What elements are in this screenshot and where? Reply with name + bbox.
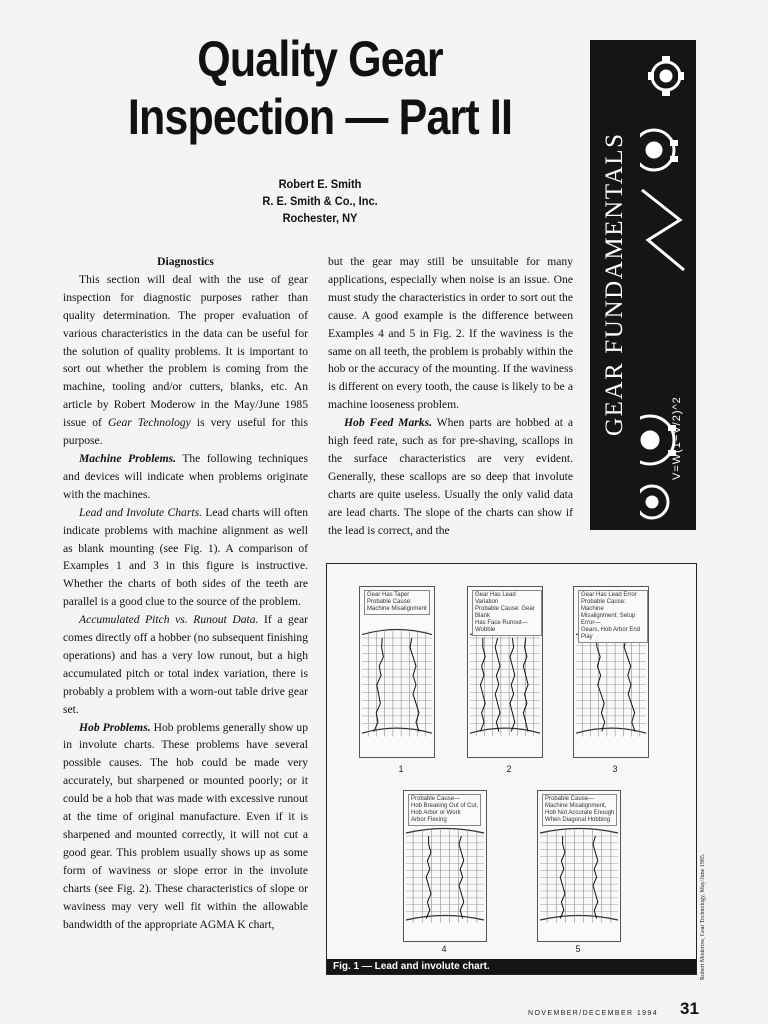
- gear-illustration-icon: [640, 40, 696, 530]
- title-line-2: Inspection — Part II: [127, 89, 513, 145]
- title-line-1: Quality Gear: [197, 31, 443, 87]
- chart-number: 1: [398, 764, 404, 774]
- paragraph: Machine Problems. The following techniques and devices will indicate when problems originate with the machines.: [63, 451, 308, 501]
- banner-formula: V=W(1−V/2)^2: [671, 396, 683, 480]
- issue-date: NOVEMBER/DECEMBER 1994: [528, 1010, 658, 1017]
- chart-label: Probable Cause— Hob Breaking Out of Cut, Hob Arbor or Work Arbor Flexing: [408, 794, 481, 826]
- chart-number: 4: [441, 944, 447, 954]
- chart-number: 5: [575, 944, 581, 954]
- author-block: [170, 176, 470, 227]
- paragraph: but the gear may still be unsuitable for many applications, especially when noise is an issue. One must study the characteristics in order to sort out the cause. A good example is the difference between Examples 4 and 5 in Fig. 2. If the waviness is the same on all teeth, the problem is probably within the hob or the accuracy of the mounting. If the waviness is different on every tooth, the cause is likely to be a machine looseness problem.: [328, 255, 573, 412]
- lead-chart-1: [359, 586, 435, 758]
- paragraph: This section will deal with the use of gear inspection for diagnostic purposes rather than quality determination. The proper evaluation of various characteristics in the data can be useful for the solution of quality problems. It is important to sort out whether the problem is coming from the machine, tooling and/or cutters, blanks, etc. An article by Robert Moderow in the May/June 1985 issue of Gear Technology is very useful for this purpose.: [63, 272, 308, 448]
- chart-label: Probable Cause— Machine Misalignment, Hob Not Accurate Enough When Diagonal Hobbing: [542, 794, 617, 826]
- paragraph: Accumulated Pitch vs. Runout Data. If a gear comes directly off a hobber (no subsequent finishing operations) and has a very low runout, but a high accumulated pitch or total index variation, there is probably a problem with a worn-out table drive gear set.: [63, 613, 309, 716]
- banner-title: GEAR FUNDAMENTALS: [601, 132, 628, 436]
- chart-number: 3: [612, 764, 618, 774]
- paragraph: Hob Feed Marks. When parts are hobbed at a high feed rate, such as for pre-shaving, scallops in the surface characteristics are very evident. Generally, these scallops are so deep that involute charts are quite useless. Usually the only valid data are lead charts. The slope of the charts can show if the lead is correct, and the: [328, 416, 573, 537]
- figure-credit: Robert Moderow, Gear Technology, May/June 1985.: [700, 853, 706, 980]
- lead-chart-5: [537, 790, 621, 942]
- paragraph: Hob Problems. Hob problems generally show up in involute charts. These problems have several possible causes. The hob could be made very accurately, but sharpened or mounted poorly; or it could be a hob that was made with excessive runout at the time of original manufacture. Even if it is sharpened and mounted correctly, it will not cut a good gear. This problem usually shows up as some form of waviness or slope error in the involute charts (see Fig. 2). These characteristics of slope or waviness may very well fit within the allowable bandwidth of the appropriate AGMA K chart,: [63, 720, 308, 931]
- chart-number: 2: [506, 764, 512, 774]
- column-left: [63, 253, 308, 933]
- author-company: R. E. Smith & Co., Inc.: [262, 194, 378, 208]
- page-number: 31: [680, 999, 699, 1018]
- chart-label: Gear Has Lead Error Probable Cause: Machine Misalignment; Setup Error— Gears, Hob Arbor End Play: [578, 590, 648, 643]
- article-title: [105, 30, 535, 146]
- lead-chart-3: [573, 586, 649, 758]
- chart-label: Gear Has Taper Probable Cause: Machine Misalignment: [364, 590, 430, 615]
- lead-chart-4: [403, 790, 487, 942]
- column-right: [328, 253, 573, 540]
- author-location: Rochester, NY: [282, 211, 358, 225]
- chart-label: Gear Has Lead Variation Probable Cause: Gear Blank Has Face Runout—Wobble: [472, 590, 542, 636]
- section-heading-diagnostics: Diagnostics: [157, 255, 214, 268]
- figure-caption: Fig. 1 — Lead and involute chart.: [327, 959, 696, 974]
- lead-chart-2: [467, 586, 543, 758]
- figure-1: [326, 563, 697, 975]
- paragraph: Lead and Involute Charts. Lead charts will often indicate problems with machine alignment as well as blank mounting (see Fig. 1). A comparison of Examples 1 and 3 in this figure is instructive. Whether the charts of both sides of the teeth are parallel is a good clue to the source of the problem.: [63, 505, 308, 609]
- author-name: Robert E. Smith: [278, 177, 362, 191]
